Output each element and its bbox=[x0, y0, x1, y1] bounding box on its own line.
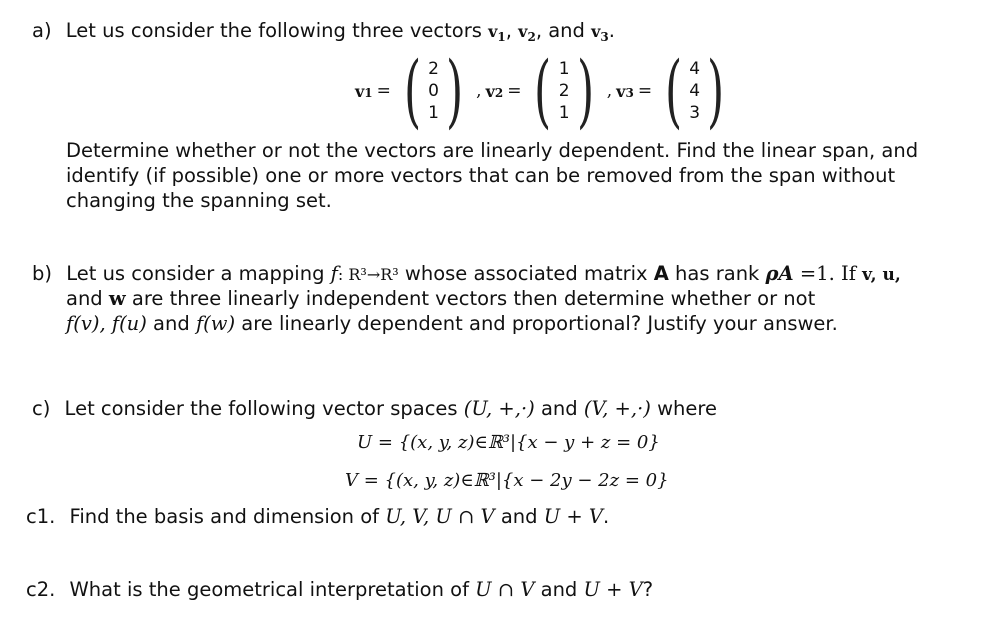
vectors-v-u: v, u, bbox=[862, 265, 901, 285]
part-a-label: a) bbox=[32, 19, 52, 42]
part-b-line-2 bbox=[66, 286, 815, 311]
part-c1-text-2: and bbox=[494, 505, 544, 528]
part-c-heading bbox=[32, 396, 717, 421]
part-c2-sum: U + V bbox=[583, 578, 643, 601]
v1-entry-3: 1 bbox=[428, 103, 439, 123]
v1-entry-2: 0 bbox=[428, 81, 439, 101]
part-c1-text-1: Find the basis and dimension of bbox=[69, 505, 386, 528]
part-a-line-2: identify (if possible) one or more vectors that can be removed from the span without bbox=[66, 164, 896, 187]
part-c-text-1: Let consider the following vector spaces bbox=[64, 397, 464, 420]
part-c2-label: c2. bbox=[26, 578, 56, 601]
part-c2 bbox=[26, 577, 653, 602]
part-c2-text-3: ? bbox=[642, 578, 654, 601]
v3-entry-3: 3 bbox=[689, 103, 701, 123]
part-a-heading bbox=[32, 18, 615, 50]
part-b-text-4: =1. If bbox=[793, 262, 863, 285]
v3-entry-2: 4 bbox=[689, 81, 701, 101]
matrix-A: A bbox=[653, 262, 669, 285]
v3-entry-1: 4 bbox=[689, 59, 701, 79]
v2-entry-3: 1 bbox=[558, 103, 570, 123]
set-U-definition: U = {(x, y, z)∈ℝ³|{x − y + z = 0} bbox=[357, 432, 660, 453]
part-b-text-6: are three linearly independent vectors then determine whether or not bbox=[125, 287, 816, 310]
part-c1-label: c1. bbox=[26, 505, 56, 528]
space-U: (U, +,·) bbox=[463, 397, 535, 420]
vector-v3-column: ( 4 4 3 ) bbox=[665, 44, 725, 137]
part-b-text-2: whose associated matrix bbox=[398, 262, 654, 285]
v2-entry-2: 2 bbox=[558, 81, 570, 101]
part-c2-text-1: What is the geometrical interpretation of bbox=[69, 578, 476, 601]
part-a-intro: Let us consider the following three vectors bbox=[65, 19, 482, 42]
part-c1 bbox=[26, 504, 609, 529]
vector-v1-label: v 1 bbox=[355, 81, 373, 101]
vector-w: w bbox=[108, 287, 126, 310]
part-c-label: c) bbox=[32, 397, 51, 420]
vec-list-v1: $v_1$ bbox=[488, 22, 506, 44]
mapping-f: f bbox=[330, 262, 338, 285]
space-V: (V, +,·) bbox=[583, 397, 651, 420]
part-b-text-3: has rank bbox=[668, 262, 766, 285]
f-of-w: f(w) bbox=[195, 312, 236, 335]
part-b-text-8: are linearly dependent and proportional? Justify your answer. bbox=[235, 312, 838, 335]
part-b-text-7: and bbox=[146, 312, 196, 335]
v1-entry-1: 2 bbox=[428, 59, 439, 79]
part-b-line-3 bbox=[66, 311, 838, 336]
part-c2-text-2: and bbox=[534, 578, 584, 601]
vector-equations: v 1 = ( 2 0 1 ) , v 2 = ( 1 2 1 ) , v 3 = ( 4 4 3 ) bbox=[355, 54, 733, 128]
part-b-text-5: and bbox=[66, 287, 109, 310]
vec-list-sep1: , bbox=[505, 19, 519, 42]
part-c1-sets: U, V, U ∩ V bbox=[385, 505, 495, 528]
vector-v2-column: ( 1 2 1 ) bbox=[534, 44, 594, 137]
vector-v2-label: v 2 bbox=[485, 81, 504, 101]
vector-v3-label: v 3 bbox=[616, 81, 634, 101]
vec-list-v3: $v_3$ bbox=[591, 22, 609, 44]
part-c-text-2: and bbox=[534, 397, 584, 420]
vec-list-v2: $v_2$ bbox=[518, 22, 536, 44]
vector-v1-column: ( 2 0 1 ) bbox=[403, 44, 464, 137]
part-c-text-3: where bbox=[650, 397, 717, 420]
part-b-line-1 bbox=[32, 261, 901, 288]
part-c2-intersection: U ∩ V bbox=[475, 578, 535, 601]
vec-list-period: . bbox=[608, 19, 615, 42]
vec-list-sep2: , and bbox=[535, 19, 592, 42]
part-c1-sum: U + V bbox=[543, 505, 603, 528]
mapping-domain: : R³→R³ bbox=[337, 265, 399, 284]
part-a-line-3: changing the spanning set. bbox=[66, 189, 332, 212]
part-c1-text-3: . bbox=[602, 505, 610, 528]
rank-symbol: ρA bbox=[765, 262, 794, 285]
part-a-line-1: Determine whether or not the vectors are linearly dependent. Find the linear span, and bbox=[66, 139, 919, 162]
part-b-text-1: Let us consider a mapping bbox=[66, 262, 331, 285]
f-of-v-u: f(v), f(u) bbox=[66, 312, 147, 335]
v2-entry-1: 1 bbox=[558, 59, 570, 79]
part-b-label: b) bbox=[32, 262, 52, 285]
set-V-definition: V = {(x, y, z)∈ℝ³|{x − 2y − 2z = 0} bbox=[345, 470, 669, 491]
